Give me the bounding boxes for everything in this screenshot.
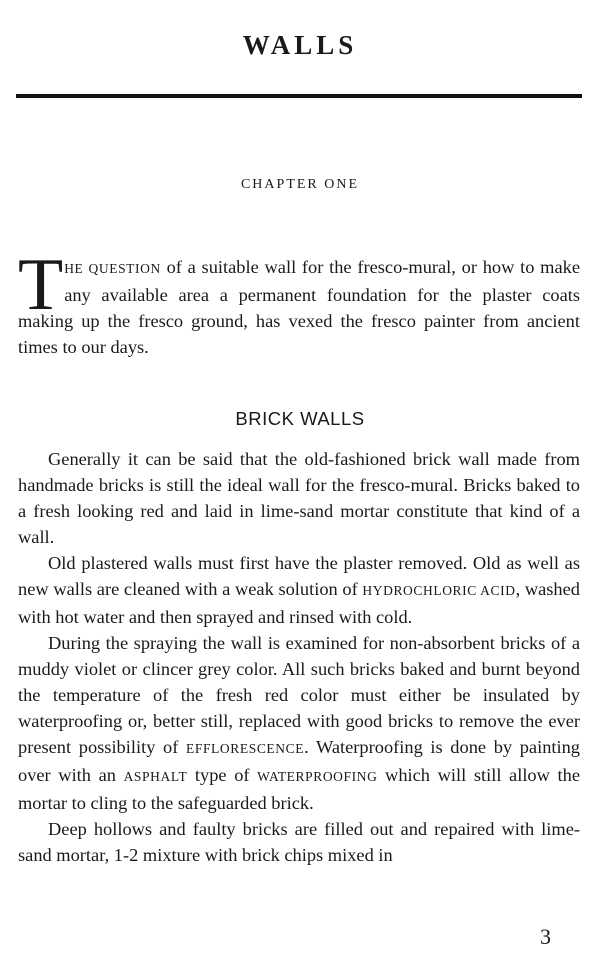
page-number: 3: [540, 924, 551, 949]
smallcaps-term: HYDROCHLORIC ACID: [362, 583, 516, 598]
running-head: WALLS: [242, 30, 358, 60]
smallcaps-term: ASPHALT: [123, 769, 188, 784]
paragraph-3-text-c: type of: [187, 765, 258, 785]
paragraph-1: Generally it can be said that the old-fashioned brick wall made from handmade bricks is still the ideal wall for the fresco-mural. Bricks baked to a fresh looking red and laid in lime-sand mortar constitute that kind of a wall.: [18, 449, 580, 547]
paragraph-3-text-b: . Waterproofing is done by painting over with an: [18, 737, 580, 785]
paragraph-2-text-b: , washed with hot water and then sprayed and rinsed with cold.: [18, 579, 580, 627]
chapter-label: CHAPTER ONE: [240, 177, 360, 192]
intro-text: of a suitable wall for the fresco-mural, or how to make any available area a permanent foundation for the plaster coats making up the fresco ground, has vexed the fresco painter from ancient times to our days.: [18, 257, 581, 357]
paragraph-3: [18, 630, 580, 816]
paragraph-2: [18, 550, 580, 630]
smallcaps-term: EFFLORESCENCE: [186, 741, 305, 756]
header-rule: [16, 94, 582, 98]
section-heading: BRICK WALLS: [235, 408, 365, 429]
smallcaps-term: WATERPROOFING: [257, 769, 378, 784]
smallcaps-lead: HE QUESTION: [64, 261, 161, 276]
paragraph-4: Deep hollows and faulty bricks are filled out and repaired with lime-sand mortar, 1-2 mixture with brick chips mixed in: [18, 819, 580, 865]
paragraph-3-text-a: During the spraying the wall is examined for non-absorbent bricks of a muddy violet or clincer grey color. All such bricks baked and burnt beyond the temperature of the fresh red color must either be insulated by waterproofing or, better still, replaced with good bricks to remove the ever present possibility of: [18, 633, 580, 757]
paragraph-3-text-d: which will still allow the mortar to cling to the safeguarded brick.: [18, 765, 580, 813]
paragraph-2-text-a: Old plastered walls must first have the plaster removed. Old as well as new walls are cleaned with a weak solution of: [18, 553, 580, 599]
main-text: [18, 446, 580, 868]
intro-paragraph: [18, 244, 581, 360]
drop-cap: T: [18, 244, 64, 326]
